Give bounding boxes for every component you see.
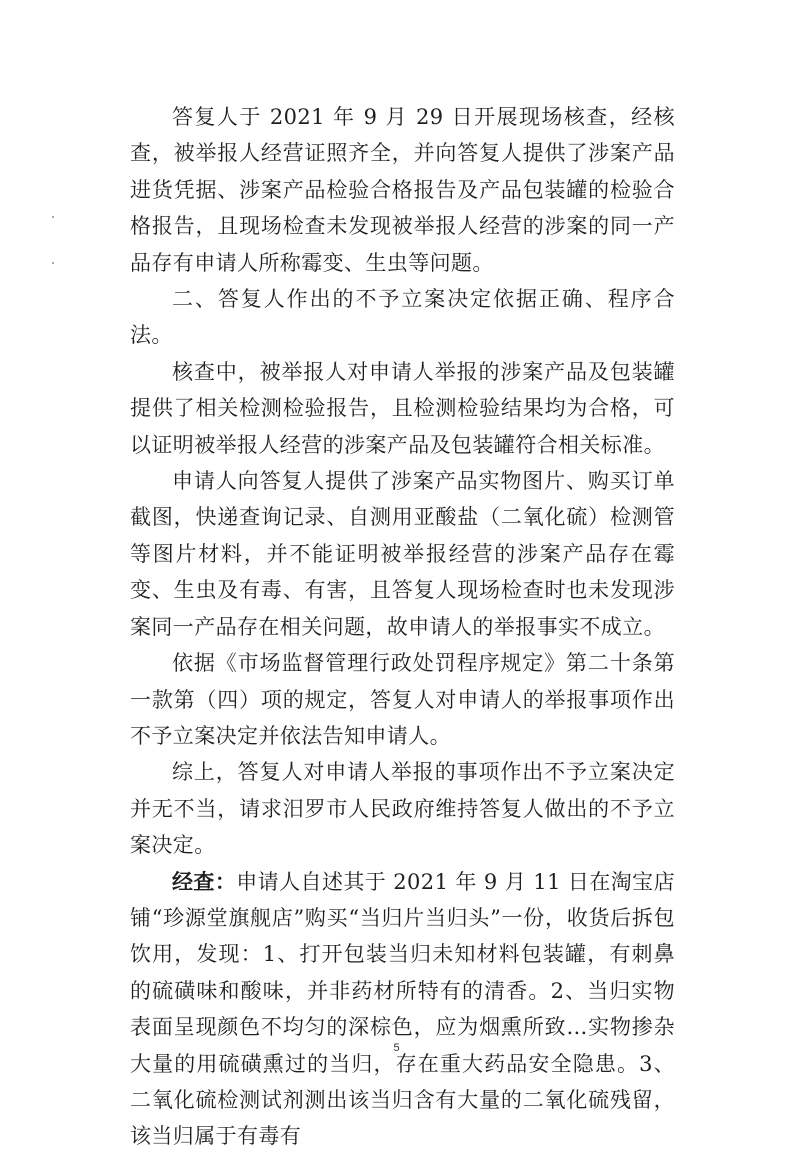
paragraph-inspection-reports: 核查中，被举报人对申请人举报的涉案产品及包装罐提供了相关检测检验报告，且检测检验结果均为合格，可以证明被举报人经营的涉案产品及包装罐符合相关标准。 [130,359,675,457]
paragraph-finding [130,864,675,1155]
paragraph-site-inspection: 答复人于 2021 年 9 月 29 日开展现场核查，经核查，被举报人经营证照齐全，并向答复人提供了涉案产品进货凭据、涉案产品检验合格报告及产品包装罐的检验合格报告，且现场检查未发现被举报人经营的涉案的同一产品存有申请人所称霉变、生虫等问题。 [130,105,675,275]
scan-speck [52,262,54,264]
paragraph-applicant-materials: 申请人向答复人提供了涉案产品实物图片、购买订单截图，快递查询记录、自测用亚酸盐（二氧化硫）检测管等图片材料，并不能证明被举报经营的涉案产品存在霉变、生虫及有毒、有害，且答复人现场检查时也未发现涉案同一产品存在相关问题，故申请人的举报事实不成立。 [130,469,675,639]
finding-text: 申请人自述其于 2021 年 9 月 11 日在淘宝店铺“珍源堂旗舰店”购买“当归片当归头”一份，收货后拆包饮用，发现：1、打开包装当归未知材料包装罐，有刺鼻的硫磺味和酸味，并非药材所特有的清香。2、当归实物表面呈现颜色不均匀的深棕色，应为烟熏所致…实物掺杂大量的用硫磺熏过的当归，存在重大药品安全隐患。3、二氧化硫检测试剂测出该当归含有大量的二氧化硫残留，该当归属于有毒有 [130,869,675,1149]
document-body [130,99,675,1155]
paragraph-legal-basis: 依据《市场监督管理行政处罚程序规定》第二十条第一款第（四）项的规定，答复人对申请人的举报事项作出不予立案决定并依法告知申请人。 [130,651,675,748]
page-number: 5 [393,1042,400,1054]
paragraph-conclusion: 综上，答复人对申请人举报的事项作出不予立案决定并无不当，请求汨罗市人民政府维持答复人做出的不予立案决定。 [130,760,675,858]
scan-speck [52,216,54,218]
finding-label: 经查： [172,868,237,894]
paragraph-section-two-heading: 二、答复人作出的不予立案决定依据正确、程序合法。 [130,287,675,348]
